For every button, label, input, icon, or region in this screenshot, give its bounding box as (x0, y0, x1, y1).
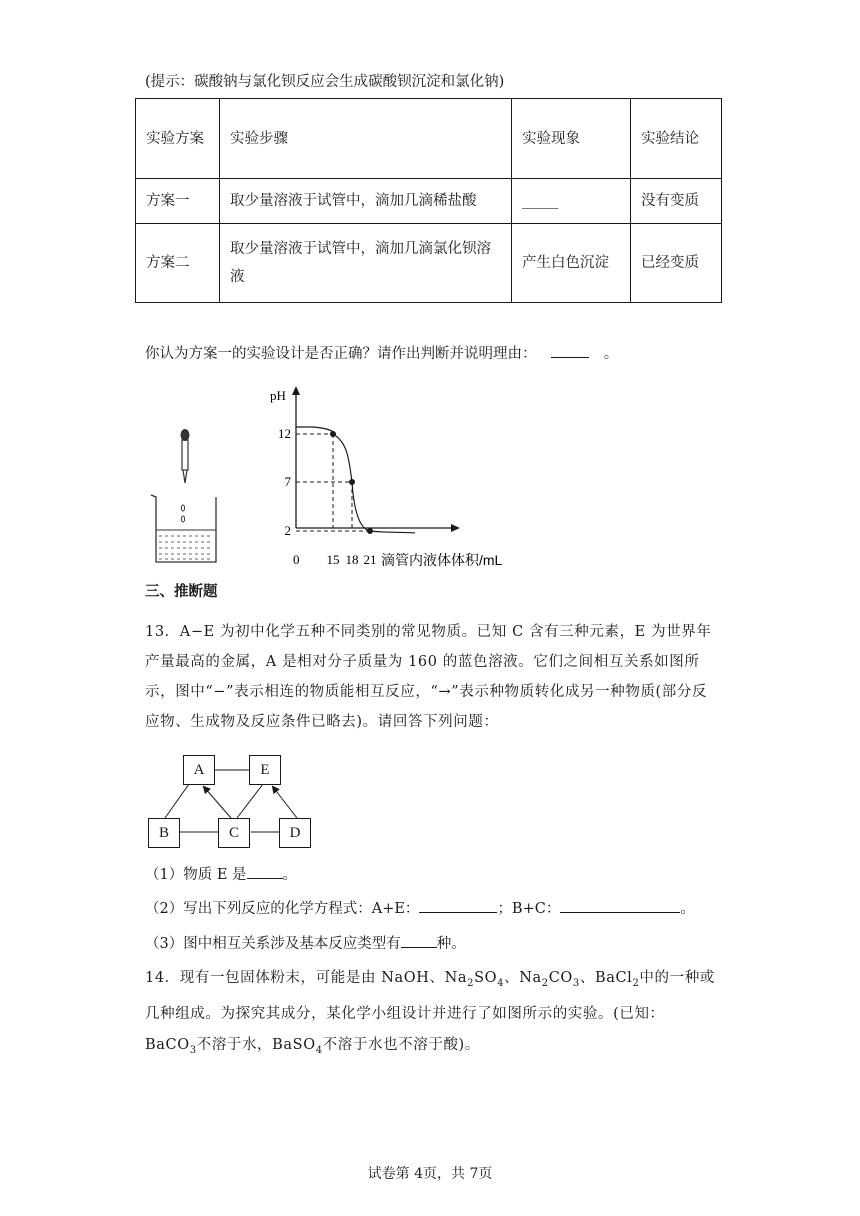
q13-sub3: （3）图中相互关系涉及基本反应类型有 种。 (145, 933, 466, 954)
q13-text: 13．A−E 为初中化学五种不同类别的常见物质。已知 C 含有三种元素，E 为世界年产量最高的金属，A 是相对分子质量为 160 的蓝色溶液。它们之间相互关系如图所示，图中“−”表示相连的物质能相互反应，“→”表示种物质转化成另一种物质(部分反应物、生成物及反应条件已略去)。请回答下列问题： (145, 624, 712, 730)
q13-sub2: （2）写出下列反应的化学方程式：A+E： ；B+C： 。 (145, 898, 695, 919)
arrow-c-to-a (204, 787, 231, 818)
header-step: 实验步骤 (220, 99, 512, 179)
x-axis-arrow (451, 524, 460, 532)
y-tick-label: 12 (278, 426, 291, 441)
table-row (136, 179, 722, 224)
data-point (330, 431, 336, 437)
drops-icon (181, 505, 184, 522)
x-tick-label: 18 (345, 552, 359, 567)
q13-sub2-blank-bc[interactable] (560, 898, 680, 913)
node-d: D (279, 818, 311, 848)
header-phenomenon: 实验现象 (512, 99, 631, 179)
row2-plan: 方案二 (136, 224, 220, 303)
table-row (136, 224, 722, 303)
data-point (367, 528, 373, 534)
node-e: E (249, 755, 281, 785)
experiment-table (135, 98, 722, 303)
row1-conclusion: 没有变质 (631, 179, 722, 224)
row1-phenomenon-blank[interactable]: _____ (512, 179, 631, 224)
q12-question: 你认为方案一的实验设计是否正确？请作出判断并说明理由： 。 (145, 343, 618, 364)
data-point (349, 479, 355, 485)
row2-step: 取少量溶液于试管中，滴加几滴氯化钡溶液 (220, 224, 512, 303)
node-b: B (148, 818, 180, 848)
y-tick-label: 2 (284, 523, 291, 538)
q13-sub1-blank[interactable] (247, 864, 283, 879)
line-b-a (165, 784, 189, 818)
hint-text: (提示：碳酸钠与氯化钡反应会生成碳酸钡沉淀和氯化钠) (145, 74, 505, 90)
page-footer: 试卷第 4页，共 7页 (367, 1166, 493, 1182)
section-heading: 三、推断题 (145, 583, 218, 600)
node-a: A (183, 755, 215, 785)
row2-conclusion: 已经变质 (631, 224, 722, 303)
x-axis-label: 滴管内液体体积/mL (381, 552, 503, 568)
origin-tick-label: 0 (293, 552, 300, 567)
arrow-d-to-e (273, 787, 297, 818)
row2-phenomenon: 产生白色沉淀 (512, 224, 631, 303)
dropper-icon (181, 429, 190, 483)
x-tick-label: 21 (363, 552, 377, 567)
header-plan: 实验方案 (136, 99, 220, 179)
y-axis-label: pH (270, 388, 286, 403)
q13-sub2-blank-ae[interactable] (419, 898, 497, 913)
header-conclusion: 实验结论 (631, 99, 722, 179)
y-axis-arrow (292, 386, 300, 395)
node-c: C (218, 818, 250, 848)
ph-titration-chart (260, 378, 530, 573)
line-c-e (237, 784, 263, 818)
dropper-beaker-illustration (145, 425, 225, 570)
q13-sub3-blank[interactable] (401, 933, 437, 948)
row1-plan: 方案一 (136, 179, 220, 224)
q12-answer-blank[interactable] (551, 343, 589, 358)
ph-curve (296, 427, 415, 533)
q14-text: 14．现有一包固体粉末，可能是由 NaOH、$Na_2SO_4$、$Na_2CO_3$、BaCl$_2$中的一种或几种组成。为探究其成分，某化学小组设计并进行了如图所示的实验。(已知：BaCO$_3$不溶于水，BaSO$_4$不溶于水也不溶于酸)。 (145, 970, 715, 1056)
row1-step: 取少量溶液于试管中，滴加几滴稀盐酸 (220, 179, 512, 224)
y-tick-label: 7 (284, 474, 291, 489)
q13-sub1: （1）物质 E 是 。 (145, 864, 297, 885)
x-tick-label: 15 (326, 552, 340, 567)
